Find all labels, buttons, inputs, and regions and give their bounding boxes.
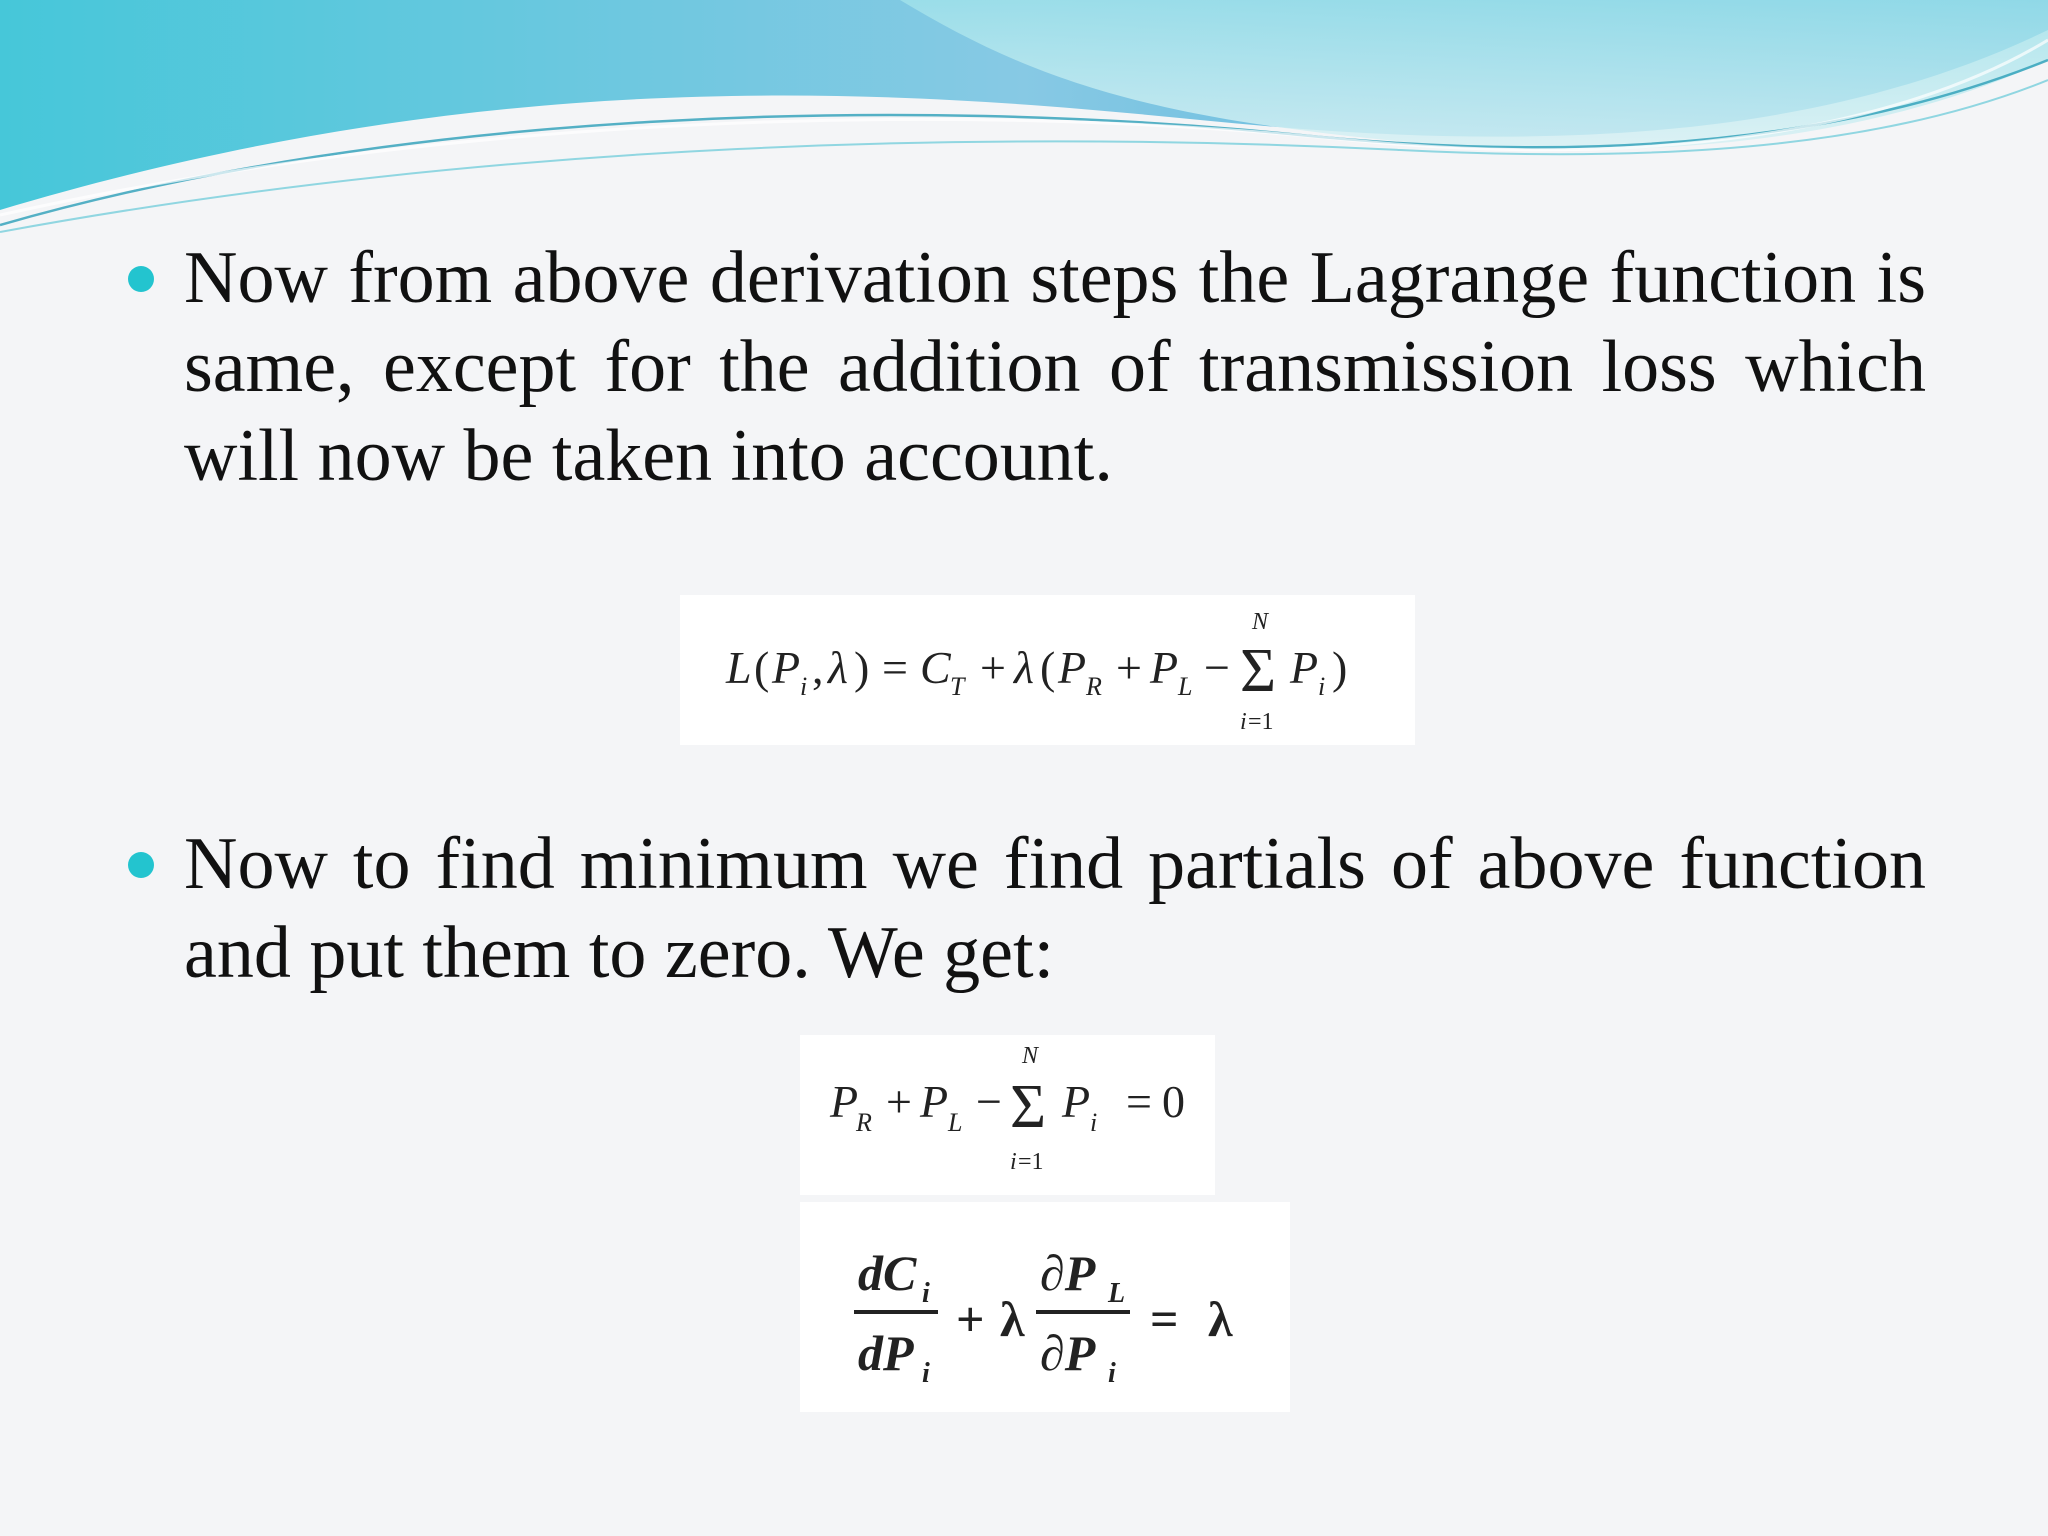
svg-text:L: L	[726, 642, 752, 693]
svg-text:L: L	[948, 1108, 963, 1137]
svg-text:P: P	[920, 1076, 949, 1127]
svg-text:L: L	[1178, 672, 1193, 701]
svg-text:0: 0	[1162, 1076, 1185, 1127]
svg-text:dC: dC	[858, 1245, 917, 1301]
svg-text:Σ: Σ	[1010, 1073, 1047, 1141]
svg-text:−: −	[976, 1076, 1002, 1127]
bullet-marker	[128, 852, 154, 878]
svg-text:T: T	[950, 672, 965, 701]
svg-text:P: P	[1150, 642, 1179, 693]
svg-text:(: (	[1040, 642, 1056, 693]
svg-text:=: =	[1126, 1076, 1152, 1127]
svg-text:N: N	[1252, 609, 1269, 635]
lagrange-equation-graphic	[680, 595, 1415, 745]
svg-text:+: +	[1116, 642, 1142, 693]
bullet-marker	[128, 266, 154, 292]
coordination-equation-graphic	[800, 1202, 1290, 1412]
svg-text:∂P: ∂P	[1040, 1245, 1096, 1301]
svg-text:=: =	[882, 642, 908, 693]
svg-text:,: ,	[812, 642, 824, 693]
bullet-text: Now to find minimum we find partials of above function and put them to zero. We get:	[184, 823, 1926, 994]
svg-text:i: i	[1318, 672, 1326, 701]
svg-text:R: R	[1086, 672, 1102, 701]
svg-text:N: N	[1022, 1043, 1039, 1069]
svg-text:R: R	[856, 1108, 872, 1137]
svg-text:C: C	[920, 642, 951, 693]
power-balance-equation	[800, 1035, 1215, 1195]
svg-text:(: (	[754, 642, 770, 693]
svg-text:λ: λ	[1000, 1291, 1025, 1347]
svg-text:): )	[1332, 642, 1348, 693]
svg-text:i: i	[1240, 709, 1247, 735]
svg-text:=: =	[1150, 1291, 1179, 1347]
svg-text:λ: λ	[828, 642, 848, 693]
svg-text:i: i	[1108, 1358, 1116, 1389]
svg-text:=1: =1	[1248, 709, 1274, 735]
svg-text:P: P	[1290, 642, 1319, 693]
svg-text:dP: dP	[858, 1325, 914, 1381]
svg-text:−: −	[1204, 642, 1230, 693]
svg-text:P: P	[772, 642, 801, 693]
svg-text:λ: λ	[1014, 642, 1034, 693]
svg-text:i: i	[800, 672, 808, 701]
power-balance-equation-graphic	[800, 1035, 1215, 1195]
svg-text:+: +	[956, 1291, 985, 1347]
svg-text:i: i	[1010, 1149, 1017, 1175]
svg-text:P: P	[1058, 642, 1087, 693]
svg-text:Σ: Σ	[1240, 637, 1277, 705]
svg-text:=1: =1	[1018, 1149, 1044, 1175]
svg-text:i: i	[922, 1358, 930, 1389]
svg-text:∂P: ∂P	[1040, 1325, 1096, 1381]
svg-text:+: +	[980, 642, 1006, 693]
svg-text:P: P	[1062, 1076, 1091, 1127]
svg-text:L: L	[1108, 1278, 1126, 1309]
svg-text:P: P	[830, 1076, 859, 1127]
coordination-equation	[800, 1202, 1290, 1412]
bullet-text: Now from above derivation steps the Lagrange function is same, except for the addition of transmission loss which will now be taken into account.	[184, 237, 1926, 497]
svg-text:): )	[854, 642, 870, 693]
svg-text:i: i	[1090, 1108, 1098, 1137]
svg-text:+: +	[886, 1076, 912, 1127]
svg-text:λ: λ	[1208, 1291, 1233, 1347]
svg-text:i: i	[922, 1278, 930, 1309]
decorative-wave-header	[0, 0, 2048, 240]
lagrange-equation	[680, 595, 1415, 745]
